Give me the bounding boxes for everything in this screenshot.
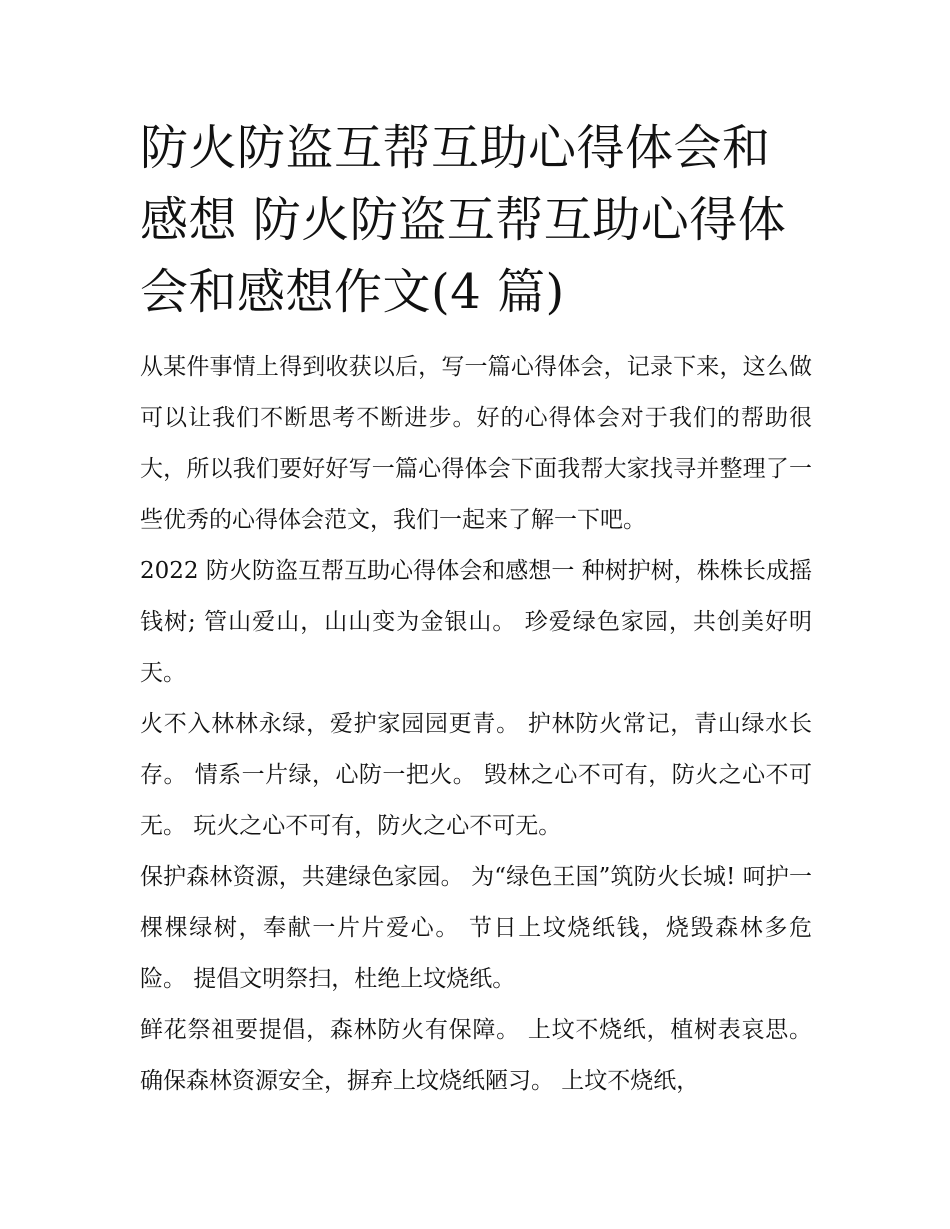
paragraph-3: 保护森林资源，共建绿色家园。 为“绿色王国”筑防火长城! 呵护一棵棵绿树，奉献一片片爱心。 节日上坟烧纸钱，烧毁森林多危险。 提倡文明祭扫，杜绝上坟烧纸。	[140, 864, 812, 992]
paragraph-4: 鲜花祭祖要提倡，森林防火有保障。 上坟不烧纸，植树表哀思。 确保森林资源安全，摒弃上坟烧纸陋习。 上坟不烧纸，	[140, 1017, 812, 1094]
document-body	[140, 342, 812, 1107]
paragraph-1: 2022 防火防盗互帮互助心得体会和感想一 种树护树，株株长成摇钱树; 管山爱山，山山变为金银山。 珍爱绿色家园，共创美好明天。	[140, 558, 812, 686]
document-page	[140, 112, 812, 1107]
paragraph-2: 火不入林林永绿，爱护家园园更青。 护林防火常记，青山绿水长存。 情系一片绿，心防一把火。 毁林之心不可有，防火之心不可无。 玩火之心不可有，防火之心不可无。	[140, 711, 812, 839]
paragraph-intro: 从某件事情上得到收获以后，写一篇心得体会，记录下来，这么做可以让我们不断思考不断进步。好的心得体会对于我们的帮助很大，所以我们要好好写一篇心得体会下面我帮大家找寻并整理了一些优秀的心得体会范文，我们一起来了解一下吧。	[140, 354, 812, 533]
document-title: 防火防盗互帮互助心得体会和感想 防火防盗互帮互助心得体会和感想作文(4 篇)	[140, 120, 787, 320]
